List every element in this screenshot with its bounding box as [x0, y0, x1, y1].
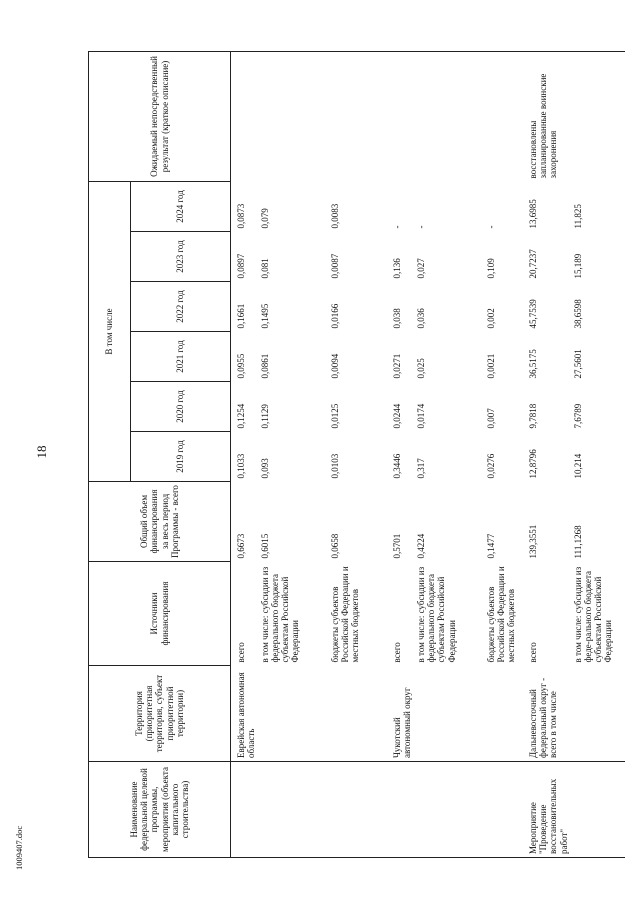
header-program: Наименование федеральной целевой программы, мероприятия (объекта капитального строительства)	[89, 762, 231, 858]
cell-program	[484, 762, 526, 858]
cell-2020: 0,0174	[416, 403, 427, 429]
table-row	[571, 51, 625, 857]
cell-2021: 0,0861	[260, 353, 271, 379]
cell-total: 0,0658	[330, 533, 341, 559]
cell-2019: 0,3446	[392, 453, 403, 479]
cell-2024: 13,6985	[528, 199, 539, 229]
cell-source: бюджеты субъектов Российской Федерации и местных бюджетов	[330, 566, 361, 663]
cell-territory: Еврейская автономная область	[231, 666, 259, 762]
header-territory: Территория (приоритетная территория, субъект приоритетной территории)	[89, 666, 231, 762]
cell-2024: -	[486, 225, 497, 229]
cell-2020: 0,1129	[260, 404, 271, 429]
cell-territory: Чукотский автономный округ	[390, 666, 414, 762]
cell-total: 0,1477	[486, 533, 497, 559]
cell-2019: 12,8796	[528, 449, 539, 479]
cell-source: всего	[236, 642, 246, 663]
table-row	[231, 51, 259, 857]
cell-total: 139,3551	[528, 524, 539, 559]
cell-2023: 0,0087	[330, 253, 341, 279]
cell-2022: 0,036	[416, 308, 427, 329]
cell-2019: 0,0276	[486, 453, 497, 479]
cell-2022: 0,038	[392, 308, 403, 329]
table-row	[328, 51, 390, 857]
cell-territory	[484, 666, 526, 762]
cell-source: в том числе: субсидии из феде-рального бюджета субъектам Российской Федерации	[572, 566, 613, 663]
cell-2023: 0,081	[260, 258, 271, 279]
cell-territory	[414, 666, 484, 762]
cell-result	[328, 51, 390, 181]
document-filename: 1009407.doc	[14, 825, 24, 870]
cell-2019: 0,093	[260, 458, 271, 479]
cell-2022: 38,6598	[572, 299, 583, 329]
cell-2022: 0,1661	[236, 303, 246, 329]
cell-program	[258, 762, 328, 858]
cell-result	[258, 51, 328, 181]
cell-2023: 0,109	[486, 258, 497, 279]
cell-2021: 0,025	[416, 358, 427, 379]
cell-2024: 0,0083	[330, 203, 341, 229]
cell-total: 0,6673	[236, 533, 246, 559]
cell-2021: 0,0094	[330, 353, 341, 379]
rotated-table-container	[88, 52, 613, 858]
cell-source: бюджеты субъектов Российской Федерации и местных бюджетов	[486, 566, 517, 663]
cell-result	[231, 51, 259, 181]
cell-total: 111,1268	[572, 525, 583, 559]
header-source: Источники финансирования	[89, 562, 231, 666]
cell-result: восстановлены запланированные воинские захоронения	[526, 51, 570, 181]
page-number: 18	[34, 445, 49, 459]
cell-2020: 0,007	[486, 408, 497, 429]
cell-2024: 0,079	[260, 208, 271, 229]
header-year-2019: 2019 год	[131, 432, 231, 482]
cell-source: всего	[528, 642, 539, 663]
cell-2024: 11,825	[572, 204, 583, 229]
cell-program	[414, 762, 484, 858]
cell-result	[414, 51, 484, 181]
cell-program	[328, 762, 390, 858]
header-year-2020: 2020 год	[131, 382, 231, 432]
cell-2020: 9,7818	[528, 403, 539, 429]
cell-2023: 0,027	[416, 258, 427, 279]
cell-territory	[328, 666, 390, 762]
cell-territory	[571, 666, 625, 762]
header-including: В том числе	[89, 181, 131, 481]
cell-2023: 20,7237	[528, 249, 539, 279]
header-total: Общий объем финансирования за весь период Программы - всего	[89, 482, 231, 562]
cell-territory: Дальневосточный федеральный округ - всего в том числе	[526, 666, 570, 762]
table-row	[414, 51, 484, 857]
cell-2022: 45,7539	[528, 299, 539, 329]
cell-2024: -	[416, 225, 427, 229]
table-row	[526, 51, 570, 857]
cell-2021: 36,5175	[528, 349, 539, 379]
cell-source: в том числе: субсидии из федерального бюджета субъектам Российской Федерации	[416, 566, 457, 663]
table-row	[484, 51, 526, 857]
cell-program: Мероприятие "Проведение восстановительных работ"	[526, 762, 570, 858]
cell-total: 0,5701	[392, 533, 403, 559]
cell-program	[231, 762, 259, 858]
cell-2023: 0,0897	[236, 253, 246, 279]
cell-2020: 0,0125	[330, 403, 341, 429]
header-year-2021: 2021 год	[131, 332, 231, 382]
cell-program	[390, 762, 414, 858]
cell-result	[571, 51, 625, 181]
cell-2022: 0,1495	[260, 303, 271, 329]
cell-2020: 0,0244	[392, 403, 403, 429]
header-year-2022: 2022 год	[131, 282, 231, 332]
cell-source: всего	[392, 642, 403, 663]
header-year-2024: 2024 год	[131, 181, 231, 231]
cell-2023: 0,136	[392, 258, 403, 279]
cell-2023: 15,189	[572, 253, 583, 279]
cell-2021: 0,0271	[392, 353, 403, 379]
cell-program	[571, 762, 625, 858]
cell-2019: 0,317	[416, 458, 427, 479]
header-year-2023: 2023 год	[131, 232, 231, 282]
header-result: Ожидаемый непосредственный результат (краткое описание)	[89, 51, 231, 181]
cell-2019: 0,1033	[236, 453, 246, 479]
cell-2019: 0,0103	[330, 453, 341, 479]
cell-total: 0,4224	[416, 533, 427, 559]
cell-2024: 0,0873	[236, 203, 246, 229]
financing-table	[88, 51, 625, 858]
cell-2020: 0,1254	[236, 403, 246, 429]
cell-2024: -	[392, 225, 403, 229]
cell-total: 0,6015	[260, 533, 271, 559]
cell-2021: 0,0955	[236, 353, 246, 379]
cell-territory	[258, 666, 328, 762]
cell-result	[484, 51, 526, 181]
cell-source: в том числе: субсидии из федерального бюджета субъектам Российской Федерации	[260, 566, 301, 663]
cell-2020: 7,6789	[572, 403, 583, 429]
cell-2021: 0,0021	[486, 353, 497, 379]
table-row	[258, 51, 328, 857]
cell-2022: 0,0166	[330, 303, 341, 329]
cell-2019: 10,214	[572, 453, 583, 479]
cell-result	[390, 51, 414, 181]
cell-2021: 27,5601	[572, 349, 583, 379]
table-row	[390, 51, 414, 857]
cell-2022: 0,002	[486, 308, 497, 329]
